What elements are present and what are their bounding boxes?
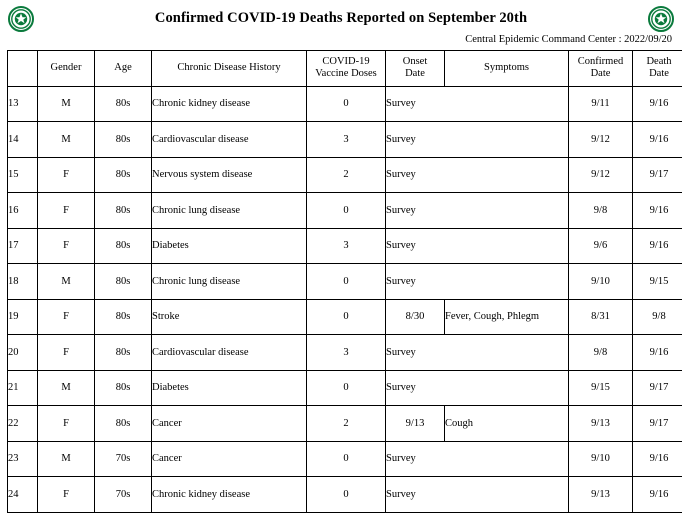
cell-gender: F xyxy=(38,335,95,371)
cell-symptoms: Cough xyxy=(445,406,569,442)
cell-age: 70s xyxy=(95,441,152,477)
cell-age: 80s xyxy=(95,370,152,406)
cell-gender: M xyxy=(38,264,95,300)
table-row xyxy=(8,193,682,229)
cell-onset-survey: Survey xyxy=(386,122,569,158)
cell-confirmed-date: 9/12 xyxy=(569,157,633,193)
table-header-row xyxy=(8,51,682,87)
cell-age: 80s xyxy=(95,86,152,122)
cell-disease: Chronic lung disease xyxy=(152,264,307,300)
cell-death-date: 9/16 xyxy=(633,477,682,513)
cell-doses: 0 xyxy=(307,264,386,300)
cell-doses: 2 xyxy=(307,406,386,442)
cell-disease: Nervous system disease xyxy=(152,157,307,193)
cell-gender: M xyxy=(38,370,95,406)
cell-death-date: 9/16 xyxy=(633,335,682,371)
cell-disease: Stroke xyxy=(152,299,307,335)
cell-onset-survey: Survey xyxy=(386,228,569,264)
cell-confirmed-date: 9/13 xyxy=(569,477,633,513)
table-row xyxy=(8,86,682,122)
col-header-disease: Chronic Disease History xyxy=(152,51,307,87)
cell-death-date: 9/8 xyxy=(633,299,682,335)
cell-confirmed-date: 9/10 xyxy=(569,264,633,300)
cell-no: 19 xyxy=(8,299,38,335)
cell-onset-survey: Survey xyxy=(386,370,569,406)
cell-age: 80s xyxy=(95,299,152,335)
cell-gender: F xyxy=(38,193,95,229)
cell-doses: 0 xyxy=(307,299,386,335)
cell-no: 15 xyxy=(8,157,38,193)
col-header-no xyxy=(8,51,38,87)
cell-death-date: 9/16 xyxy=(633,228,682,264)
cell-death-date: 9/16 xyxy=(633,193,682,229)
cell-age: 70s xyxy=(95,477,152,513)
cell-disease: Diabetes xyxy=(152,228,307,264)
cell-doses: 3 xyxy=(307,122,386,158)
table-row xyxy=(8,370,682,406)
cell-onset-survey: Survey xyxy=(386,193,569,229)
table-row xyxy=(8,335,682,371)
cell-no: 17 xyxy=(8,228,38,264)
table-body xyxy=(8,86,682,512)
issuing-authority: Central Epidemic Command Center : 2022/09/20 xyxy=(465,34,672,45)
table-row xyxy=(8,299,682,335)
col-header-onset: Onset Date xyxy=(386,51,445,87)
col-header-gender: Gender xyxy=(38,51,95,87)
cell-onset-survey: Survey xyxy=(386,86,569,122)
cell-doses: 3 xyxy=(307,228,386,264)
table-row xyxy=(8,406,682,442)
cell-confirmed-date: 9/6 xyxy=(569,228,633,264)
cell-onset-survey: Survey xyxy=(386,441,569,477)
cell-age: 80s xyxy=(95,335,152,371)
col-header-doses: COVID-19 Vaccine Doses xyxy=(307,51,386,87)
cell-no: 16 xyxy=(8,193,38,229)
cell-death-date: 9/17 xyxy=(633,406,682,442)
cell-onset-survey: Survey xyxy=(386,264,569,300)
col-header-confirmed: Confirmed Date xyxy=(569,51,633,87)
cell-gender: F xyxy=(38,406,95,442)
cell-age: 80s xyxy=(95,228,152,264)
cell-no: 22 xyxy=(8,406,38,442)
cell-disease: Cardiovascular disease xyxy=(152,122,307,158)
cell-doses: 0 xyxy=(307,477,386,513)
cell-no: 24 xyxy=(8,477,38,513)
cell-death-date: 9/15 xyxy=(633,264,682,300)
cell-age: 80s xyxy=(95,157,152,193)
cell-symptoms: Fever, Cough, Phlegm xyxy=(445,299,569,335)
col-header-death: Death Date xyxy=(633,51,682,87)
cell-disease: Chronic kidney disease xyxy=(152,477,307,513)
cell-confirmed-date: 8/31 xyxy=(569,299,633,335)
cell-disease: Cardiovascular disease xyxy=(152,335,307,371)
cell-onset-survey: Survey xyxy=(386,157,569,193)
cell-disease: Chronic kidney disease xyxy=(152,86,307,122)
cell-doses: 0 xyxy=(307,193,386,229)
cell-confirmed-date: 9/13 xyxy=(569,406,633,442)
cell-age: 80s xyxy=(95,122,152,158)
cell-gender: F xyxy=(38,157,95,193)
col-header-age: Age xyxy=(95,51,152,87)
cell-disease: Chronic lung disease xyxy=(152,193,307,229)
cell-gender: M xyxy=(38,122,95,158)
cell-disease: Cancer xyxy=(152,441,307,477)
cell-confirmed-date: 9/8 xyxy=(569,335,633,371)
cell-confirmed-date: 9/8 xyxy=(569,193,633,229)
cell-onset: 9/13 xyxy=(386,406,445,442)
cell-no: 23 xyxy=(8,441,38,477)
cell-confirmed-date: 9/12 xyxy=(569,122,633,158)
cell-doses: 0 xyxy=(307,441,386,477)
cell-confirmed-date: 9/11 xyxy=(569,86,633,122)
table-row xyxy=(8,477,682,513)
cell-doses: 2 xyxy=(307,157,386,193)
cell-no: 20 xyxy=(8,335,38,371)
cell-death-date: 9/17 xyxy=(633,370,682,406)
cell-death-date: 9/17 xyxy=(633,157,682,193)
cell-age: 80s xyxy=(95,193,152,229)
table-row xyxy=(8,157,682,193)
cell-doses: 3 xyxy=(307,335,386,371)
cell-doses: 0 xyxy=(307,370,386,406)
cell-disease: Diabetes xyxy=(152,370,307,406)
cell-onset-survey: Survey xyxy=(386,477,569,513)
cell-gender: F xyxy=(38,477,95,513)
cell-gender: M xyxy=(38,86,95,122)
cell-onset: 8/30 xyxy=(386,299,445,335)
cell-disease: Cancer xyxy=(152,406,307,442)
cell-gender: F xyxy=(38,228,95,264)
cell-death-date: 9/16 xyxy=(633,86,682,122)
cell-age: 80s xyxy=(95,264,152,300)
cell-no: 14 xyxy=(8,122,38,158)
cdc-seal-icon-right xyxy=(648,6,674,32)
page-title: Confirmed COVID-19 Deaths Reported on September 20th xyxy=(0,10,682,27)
cell-no: 13 xyxy=(8,86,38,122)
cell-no: 21 xyxy=(8,370,38,406)
col-header-symptoms: Symptoms xyxy=(445,51,569,87)
table-row xyxy=(8,228,682,264)
cell-confirmed-date: 9/10 xyxy=(569,441,633,477)
cell-death-date: 9/16 xyxy=(633,122,682,158)
cell-confirmed-date: 9/15 xyxy=(569,370,633,406)
cell-gender: F xyxy=(38,299,95,335)
cell-doses: 0 xyxy=(307,86,386,122)
cell-death-date: 9/16 xyxy=(633,441,682,477)
table-row xyxy=(8,441,682,477)
cell-gender: M xyxy=(38,441,95,477)
cell-age: 80s xyxy=(95,406,152,442)
cell-no: 18 xyxy=(8,264,38,300)
cell-onset-survey: Survey xyxy=(386,335,569,371)
covid-deaths-table xyxy=(7,50,682,513)
report-header xyxy=(0,0,682,44)
table-row xyxy=(8,122,682,158)
table-row xyxy=(8,264,682,300)
